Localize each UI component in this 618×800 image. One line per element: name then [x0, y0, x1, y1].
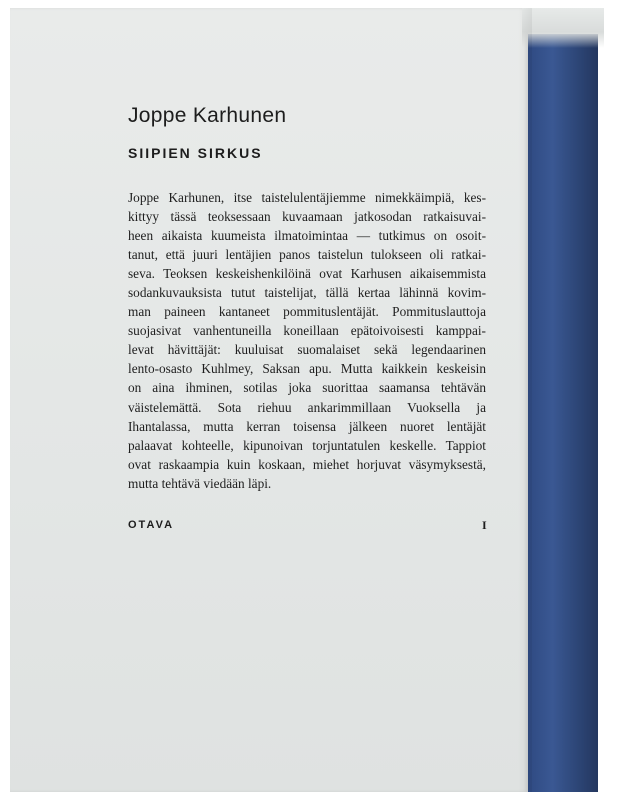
blurb-line: Joppe Karhunen, itse taistelulentäjiemme nimekkäimpiä, kes- [128, 190, 486, 205]
blurb-line: on aina ihminen, sotilas joka suorittaa saamansa tehtävän [128, 380, 486, 396]
blurb-line: suojasivat vanhentuneilla koneillaan epätoivoisesti kamppai- [128, 323, 486, 339]
author-name: Joppe Karhunen [128, 104, 287, 127]
book-back-cover-photo [10, 8, 608, 792]
book-title: SIIPIEN SIRKUS [128, 145, 263, 161]
blurb-line: Ihantalassa, mutta kerran toisensa jälkeen nuoret lentäjät [128, 418, 486, 434]
cover-fold-shadow [518, 8, 532, 792]
blurb-line: palaavat kohteelle, kipunoivan torjuntatulen keskelle. Tappiot [128, 437, 486, 453]
blurb-line: tanut, että juuri lentäjien panos taistelun tulokseen oli ratkai- [128, 247, 486, 263]
blurb-line: levat hävittäjät: kuuluisat suomalaiset sekä legendaarinen [128, 342, 486, 358]
blurb-line: man paineen kantaneet pommituslentäjät. Pommituslauttoja [128, 304, 486, 320]
blurb-line: lento-osasto Kuhlmey, Saksan apu. Mutta kaikkein keskeisin [128, 361, 486, 377]
book-spine-cloth [528, 34, 598, 792]
blurb-paragraph [128, 188, 486, 493]
torn-jacket-edge [522, 8, 604, 48]
blurb-line: kittyy tässä teoksessaan kuvaamaan jatkosodan ratkaisuvai- [128, 209, 486, 225]
blurb-line: seva. Teoksen keskeishenkilöinä ovat Karhusen aikaisemmista [128, 266, 486, 282]
blurb-line: heen aikaista kuumeista ilmatoimintaa — tutkimus on osoit- [128, 228, 486, 244]
publisher-name: OTAVA [128, 519, 175, 531]
blurb-line: mutta tehtävä viedään läpi. [128, 475, 272, 491]
blurb-line: sodankuvauksista tutut taistelijat, tällä kertaa lähinnä kovim- [128, 285, 486, 301]
edition-mark: I [482, 518, 487, 532]
blurb-line: ovat raskaampia kuin koskaan, miehet horjuvat väsymyksestä, [128, 456, 486, 472]
blurb-line: väistelemättä. Sota riehuu ankarimmillaan Vuoksella ja [128, 399, 486, 415]
